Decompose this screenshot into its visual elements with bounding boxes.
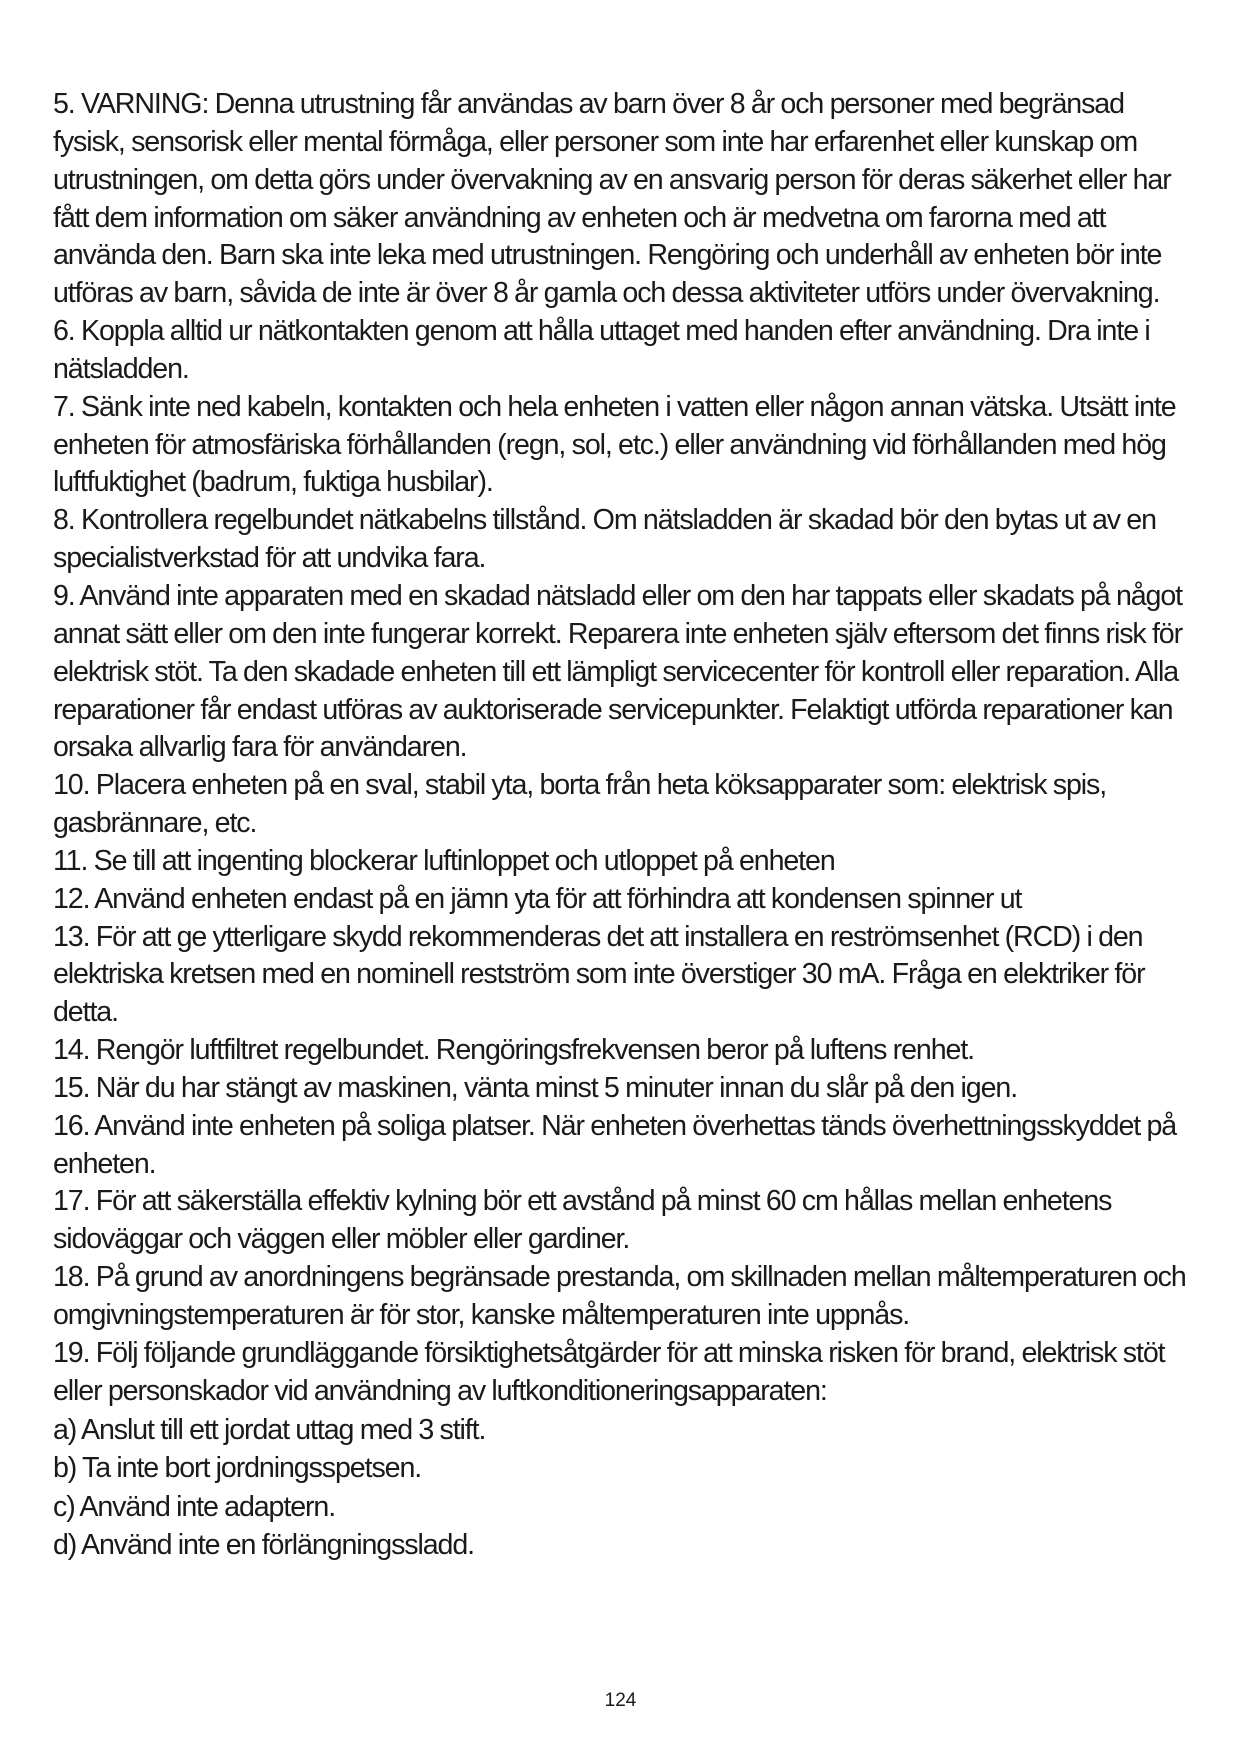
paragraph-8: 8. Kontrollera regelbundet nätkabelns tillstånd. Om nätsladden är skadad bör den bytas ut av en specialistverkstad för att undvika fara. — [53, 504, 1156, 575]
paragraph-12: 12. Använd enheten endast på en jämn yta för att förhindra att kondensen spinner ut — [53, 882, 1022, 915]
paragraph-9: 9. Använd inte apparaten med en skadad nätsladd eller om den har tappats eller skadats på något annat sätt eller om den inte fungerar korrekt. Reparera inte enheten själv eftersom det finns risk för elektrisk stöt. Ta den skadade enheten till ett lämpligt servicecenter för kontroll eller reparation. Alla reparationer får endast utföras av auktoriserade servicepunkter. Felaktigt utförda reparationer kan orsaka allvarlig fara för användaren. — [53, 579, 1183, 764]
page-number: 124 — [604, 1690, 637, 1711]
subitem-d: d) Använd inte en förlängningssladd. — [53, 1529, 474, 1562]
paragraph-11: 11. Se till att ingenting blockerar luftinloppet och utloppet på enheten — [53, 844, 835, 877]
paragraph-5: 5. VARNING: Denna utrustning får användas av barn över 8 år och personer med begränsad fysisk, sensorisk eller mental förmåga, eller personer som inte har erfarenhet eller kunskap om utrustningen, om detta görs under övervakning av en ansvarig person för deras säkerhet eller har fått dem information om säker användning av enheten och är medvetna om farorna med att använda den. Barn ska inte leka med utrustningen. Rengöring och underhåll av enheten bör inte utföras av barn, såvida de inte är över 8 år gamla och dessa aktiviteter utförs under övervakning. — [53, 88, 1171, 310]
paragraph-15: 15. När du har stängt av maskinen, vänta minst 5 minuter innan du slår på den igen. — [53, 1071, 1018, 1104]
document-body — [53, 86, 1193, 1565]
paragraph-19: 19. Följ följande grundläggande försiktighetsåtgärder för att minska risken för brand, elektrisk stöt eller personskador vid användning av luftkonditioneringsapparaten: — [53, 1336, 1165, 1407]
paragraph-13: 13. För att ge ytterligare skydd rekommenderas det att installera en reströmsenhet (RCD) i den elektriska kretsen med en nominell restström som inte överstiger 30 mA. Fråga en elektriker för detta. — [53, 920, 1145, 1029]
subitem-c: c) Använd inte adaptern. — [53, 1490, 336, 1523]
paragraph-7: 7. Sänk inte ned kabeln, kontakten och hela enheten i vatten eller någon annan vätska. Utsätt inte enheten för atmosfäriska förhållanden (regn, sol, etc.) eller användning vid förhållanden med hög luftfuktighet (badrum, fuktiga husbilar). — [53, 390, 1176, 499]
subitem-b: b) Ta inte bort jordningsspetsen. — [53, 1452, 422, 1485]
subitem-a: a) Anslut till ett jordat uttag med 3 stift. — [53, 1413, 486, 1446]
paragraph-18: 18. På grund av anordningens begränsade prestanda, om skillnaden mellan måltemperaturen och omgivningstemperaturen är för stor, kanske måltemperaturen inte uppnås. — [53, 1261, 1186, 1331]
paragraph-10: 10. Placera enheten på en sval, stabil yta, borta från heta köksapparater som: elektrisk spis, gasbrännare, etc. — [53, 769, 1107, 840]
paragraph-6: 6. Koppla alltid ur nätkontakten genom att hålla uttaget med handen efter användning. Dra inte i nätsladden. — [53, 315, 1150, 385]
paragraph-16: 16. Använd inte enheten på soliga platser. När enheten överhettas tänds överhettningsskyddet på enheten. — [53, 1109, 1177, 1180]
paragraph-14: 14. Rengör luftfiltret regelbundet. Rengöringsfrekvensen beror på luftens renhet. — [53, 1034, 975, 1067]
paragraph-17: 17. För att säkerställa effektiv kylning bör ett avstånd på minst 60 cm hållas mellan enhetens sidoväggar och väggen eller möbler eller gardiner. — [53, 1185, 1112, 1256]
